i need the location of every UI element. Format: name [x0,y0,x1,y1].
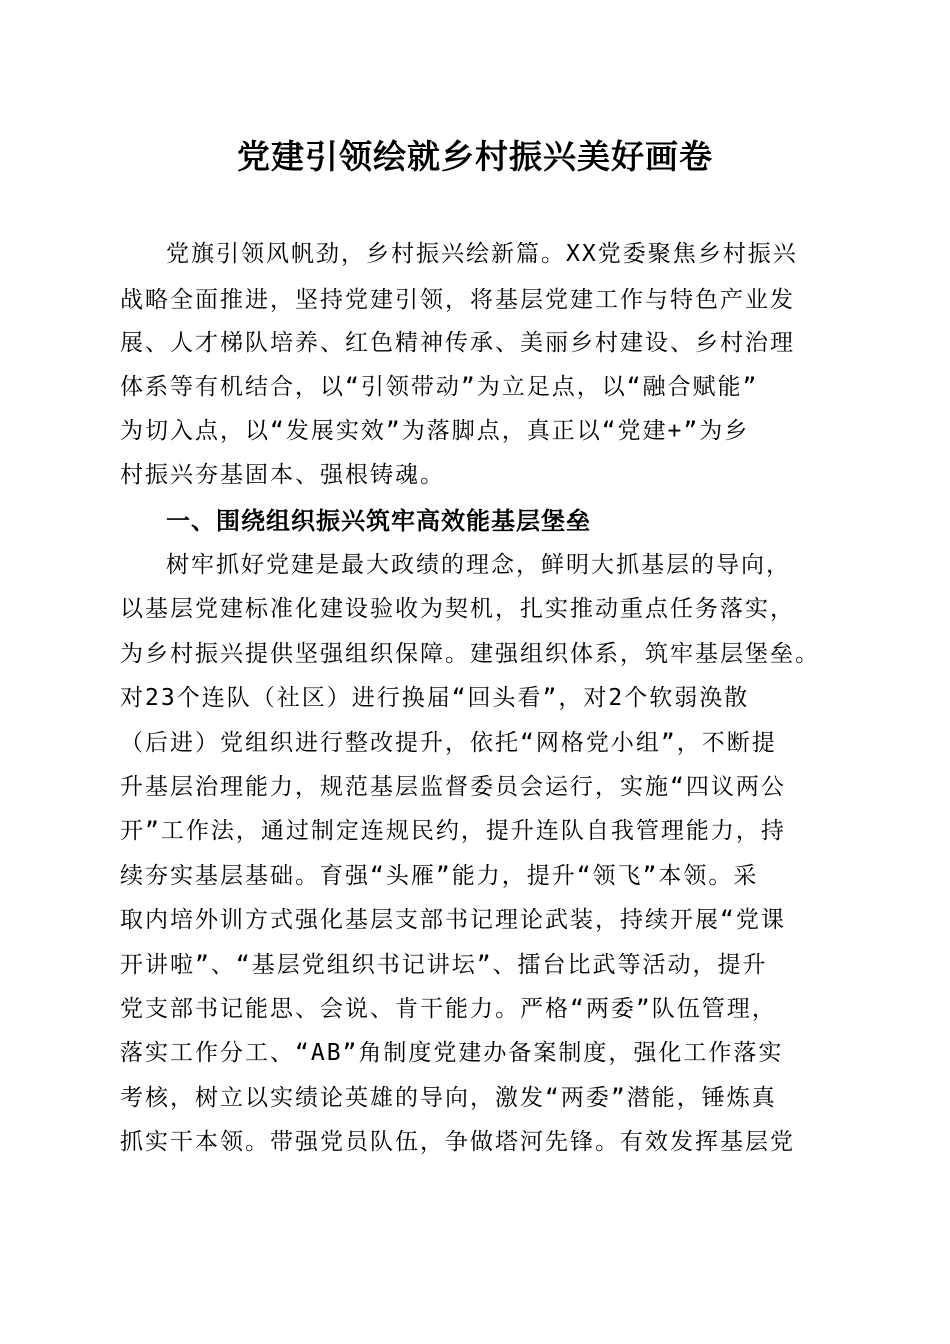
paragraph-line: 党支部书记能思、会说、肯干能力。严格“两委”队伍管理， [120,996,777,1022]
document-title: 党建引领绘就乡村振兴美好画卷 [237,137,713,176]
paragraph-line: 开讲啦”、“基层党组织书记讲坛”、擂台比武等活动，提升 [120,952,768,978]
paragraph-line: 考核，树立以实绩论英雄的导向，激发“两委”潜能，锤炼真 [120,1085,777,1111]
section-heading: 一、围绕组织振兴筑牢高效能基层堡垒 [166,507,591,535]
paragraph-line: 续夯实基层基础。育强“头雁”能力，提升“领飞”本领。采 [120,863,759,889]
paragraph-line: 对23个连队（社区）进行换届“回头看”，对2个软弱涣散 [120,685,750,711]
paragraph-line: 升基层治理能力，规范基层监督委员会运行，实施“四议两公 [120,774,786,800]
paragraph-line: （后进）党组织进行整改提升，依托“网格党小组”，不断提 [120,730,777,756]
paragraph-line: 以基层党建标准化建设验收为契机，扎实推动重点任务落实， [120,596,795,622]
paragraph-line: 开”工作法，通过制定连规民约，提升连队自我管理能力，持 [120,818,786,844]
paragraph-line: 党旗引领风帆劲，乡村振兴绘新篇。XX党委聚焦乡村振兴 [166,241,798,267]
paragraph-line: 体系等有机结合，以“引领带动”为立足点，以“融合赋能” [120,374,759,400]
paragraph-line: 抓实干本领。带强党员队伍，争做塔河先锋。有效发挥基层党 [120,1129,795,1155]
paragraph-line: 落实工作分工、“AB”角制度党建办备案制度，强化工作落实 [120,1040,784,1066]
paragraph-line: 展、人才梯队培养、红色精神传承、美丽乡村建设、乡村治理 [120,330,795,356]
paragraph-line: 战略全面推进，坚持党建引领，将基层党建工作与特色产业发 [120,287,795,313]
paragraph-line: 树牢抓好党建是最大政绩的理念，鲜明大抓基层的导向， [166,552,791,578]
paragraph-line: 村振兴夯基固本、强根铸魂。 [120,462,445,488]
paragraph-line: 为切入点，以“发展实效”为落脚点，真正以“党建+”为乡 [120,418,750,444]
paragraph-line: 取内培外训方式强化基层支部书记理论武装，持续开展“党课 [120,907,786,933]
paragraph-line: 为乡村振兴提供坚强组织保障。建强组织体系，筑牢基层堡垒。 [120,641,820,667]
